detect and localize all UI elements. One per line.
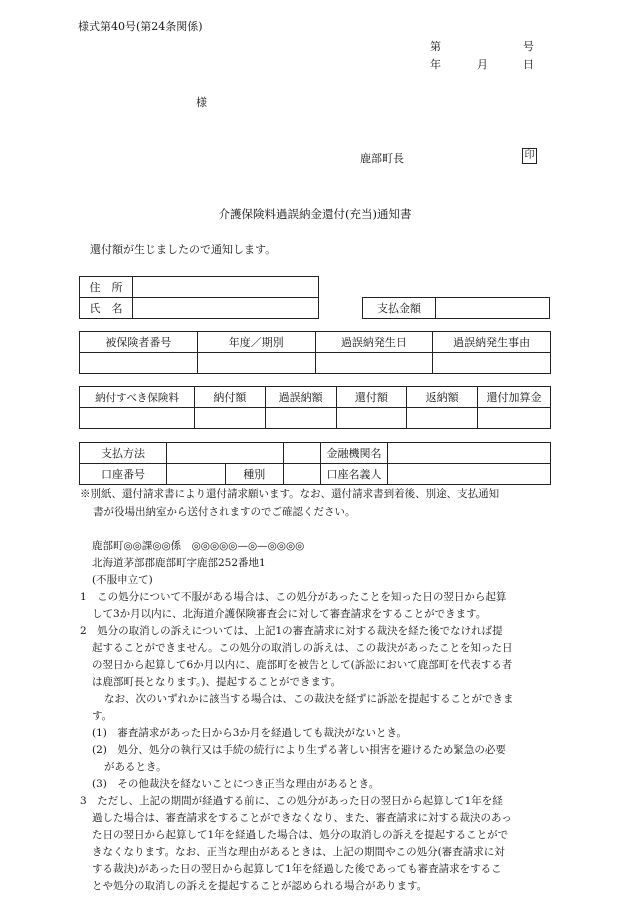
overpaid-amount-header: 過誤納額 (265, 387, 336, 408)
paid-amount-header: 納付額 (195, 387, 266, 408)
bank-name-label: 金融機関名 (321, 443, 388, 464)
account-holder-label: 口座名義人 (321, 464, 388, 485)
contact-address: 北海道茅部郡鹿部町字鹿部252番地1 (92, 557, 266, 569)
objection-line: 3 ただし、上記の期間が経過する前に、この処分があった日の翌日から起算して1年を経 (80, 795, 503, 807)
overpayment-reason-header: 過誤納発生事由 (433, 332, 551, 353)
doc-number-prefix: 第 (430, 40, 441, 53)
payment-method-table (79, 442, 551, 485)
objection-line: た日の翌日から起算して1年を経過した場合は、処分の取消しの訴えを提起することがで (92, 829, 509, 841)
year-period-header: 年度／期別 (197, 332, 315, 353)
intro-text: 還付額が生じましたので通知します。 (90, 243, 277, 256)
insured-number-header: 被保険者番号 (80, 332, 198, 353)
date-day: 日 (523, 58, 534, 71)
payment-amount-label: 支払金額 (363, 298, 436, 319)
seal-box (522, 148, 537, 164)
seal-label: 印 (524, 150, 535, 161)
note-line-2: 書が役場出納室から送付されますのでご確認ください。 (93, 506, 356, 518)
address-value (133, 277, 319, 298)
note-line-1: ※別紙、還付請求書により還付請求願います。なお、還付請求書到着後、別途、支払通知 (80, 488, 500, 500)
insured-table (79, 331, 551, 374)
objection-line: 過した場合は、審査請求をすることができなくなり、また、審査請求に対する裁決のあっ (92, 812, 512, 824)
bank-name-value (388, 443, 551, 464)
page-title: 介護保険料過誤納金還付(充当)通知書 (218, 207, 412, 221)
objection-line: して3か月以内に、北海道介護保険審査会に対して審査請求をすることができます。 (92, 608, 487, 620)
recipient-suffix: 様 (196, 96, 207, 109)
objection-line: する裁決)があった日の翌日から起算して1年を経過した後であっても審査請求をするこ (92, 863, 502, 875)
account-type-value (284, 464, 321, 485)
objection-line: (1) 審査請求があった日から3か月を経過しても裁決がないとき。 (92, 727, 408, 739)
payment-table (362, 297, 550, 319)
payment-amount-value (436, 298, 550, 319)
issuer: 鹿部町長 (360, 152, 404, 165)
objection-line: す。 (92, 710, 113, 722)
objection-line: きなくなります。なお、正当な理由があるときは、上記の期間やこの処分(審査請求に対 (92, 846, 505, 858)
due-premium-header: 納付すべき保険料 (80, 387, 195, 408)
address-name-table (79, 276, 319, 319)
doc-number-suffix: 号 (523, 40, 534, 53)
date-year: 年 (430, 58, 441, 71)
form-number: 様式第40号(第24条関係) (78, 20, 203, 33)
overpayment-date-header: 過誤納発生日 (315, 332, 433, 353)
payment-method-label: 支払方法 (80, 443, 167, 464)
objection-line: があるとき。 (104, 761, 167, 773)
objection-line: は鹿部町長となります。)、提起することができます。 (92, 676, 342, 688)
refund-amount-header: 還付額 (336, 387, 407, 408)
objection-heading: (不服申立て) (92, 574, 153, 586)
account-type-label: 種別 (225, 464, 284, 485)
objection-line: の翌日から起算して6か月以内に、鹿部町を被告として(訴訟において鹿部町を代表する者 (92, 659, 513, 671)
contact-department: 鹿部町◎◎課◎◎係 ◎◎◎◎◎—◎—◎◎◎◎ (92, 540, 305, 552)
name-label: 氏 名 (80, 298, 133, 319)
refund-interest-header: 還付加算金 (478, 387, 551, 408)
date-month: 月 (477, 58, 488, 71)
name-value (133, 298, 319, 319)
account-number-value (167, 464, 226, 485)
account-number-label: 口座番号 (80, 464, 167, 485)
amounts-table (79, 386, 551, 429)
account-holder-value (388, 464, 551, 485)
return-amount-header: 返納額 (407, 387, 478, 408)
payment-method-value (167, 443, 284, 464)
address-label: 住 所 (80, 277, 133, 298)
objection-line: 1 この処分について不服がある場合は、この処分があったことを知った日の翌日から起算 (80, 591, 507, 603)
objection-line: とや処分の取消しの訴えを提起することが認められる場合があります。 (92, 880, 428, 892)
objection-line: 起することができません。この処分の取消しの訴えは、この裁決があったことを知った日 (92, 642, 513, 654)
objection-line: 2 処分の取消しの訴えについては、上記1の審査請求に対する裁決を経た後でなければ提 (80, 625, 503, 637)
objection-line: (3) その他裁決を経ないことにつき正当な理由があるとき。 (92, 778, 380, 790)
objection-line: なお、次のいずれかに該当する場合は、この裁決を経ずに訴訟を提起することができま (104, 693, 514, 705)
objection-line: (2) 処分、処分の執行又は手続の続行により生ずる著しい損害を避けるため緊急の必要 (92, 744, 506, 756)
